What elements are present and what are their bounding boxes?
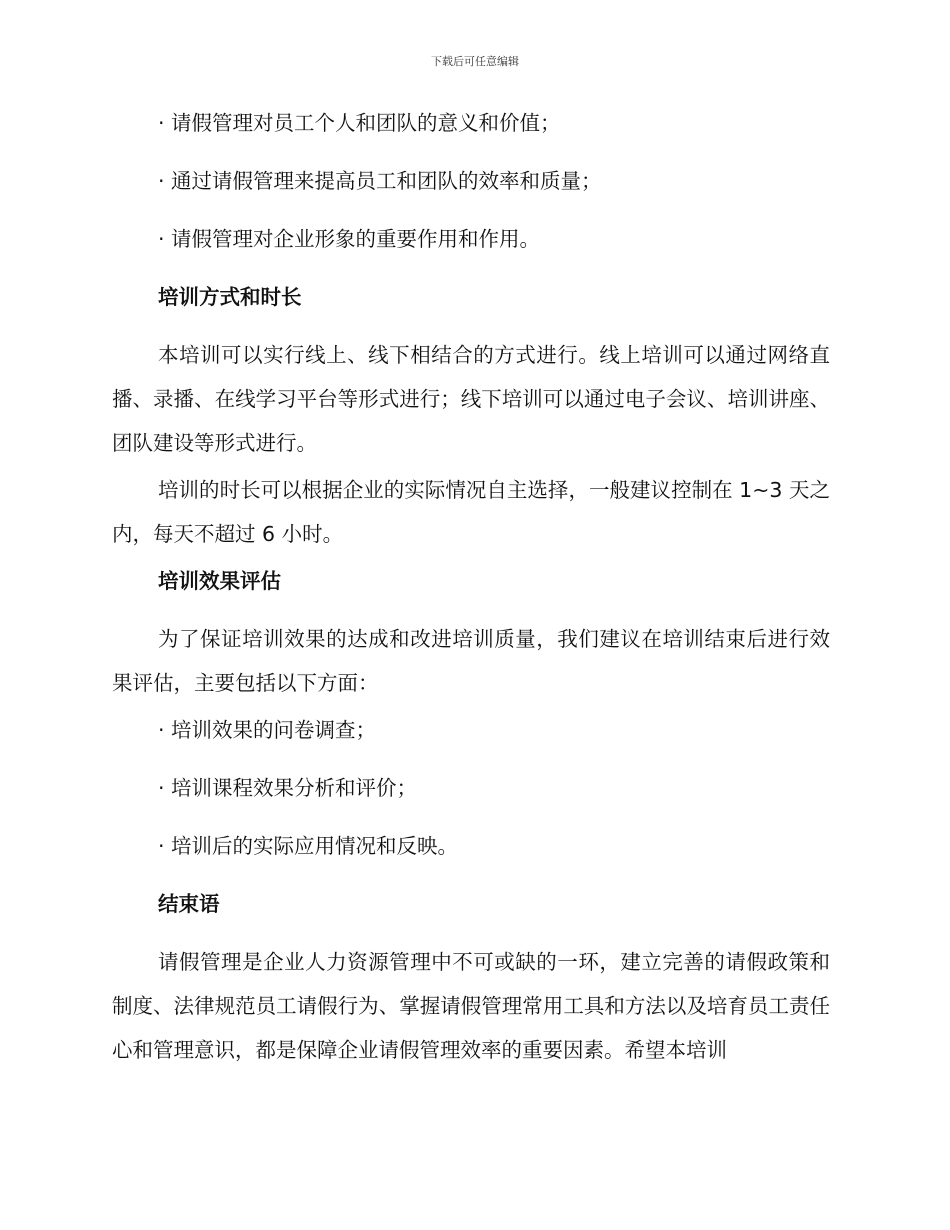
bullet-item: · 培训效果的问卷调查；	[158, 718, 377, 742]
bullet-item: · 请假管理对员工个人和团队的意义和价值；	[158, 111, 561, 135]
bullet-item: · 培训后的实际应用情况和反映。	[158, 834, 459, 858]
paragraph: 本培训可以实行线上、线下相结合的方式进行。线上培训可以通过网络直播、录播、在线学习平台等形式进行；线下培训可以通过电子会议、培训讲座、团队建设等形式进行。	[112, 343, 830, 455]
bullet-item: · 请假管理对企业形象的重要作用和作用。	[158, 227, 541, 251]
bullet-item: · 通过请假管理来提高员工和团队的效率和质量；	[158, 169, 602, 193]
page-header: 下载后可任意编辑	[431, 55, 519, 68]
paragraph: 请假管理是企业人力资源管理中不可或缺的一环，建立完善的请假政策和制度、法律规范员工请假行为、掌握请假管理常用工具和方法以及培育员工责任心和管理意识，都是保障企业请假管理效率的重要因素。希望本培训	[112, 950, 830, 1062]
bullet-item: · 培训课程效果分析和评价；	[158, 776, 418, 800]
section-heading: 培训方式和时长	[158, 285, 302, 309]
paragraph: 培训的时长可以根据企业的实际情况自主选择，一般建议控制在 1~3 天之内，每天不超过 6 小时。	[112, 478, 830, 546]
section-heading: 培训效果评估	[158, 569, 281, 593]
section-heading: 结束语	[158, 892, 220, 916]
document-body	[112, 112, 830, 1086]
paragraph: 为了保证培训效果的达成和改进培训质量，我们建议在培训结束后进行效果评估，主要包括以下方面：	[112, 627, 830, 695]
